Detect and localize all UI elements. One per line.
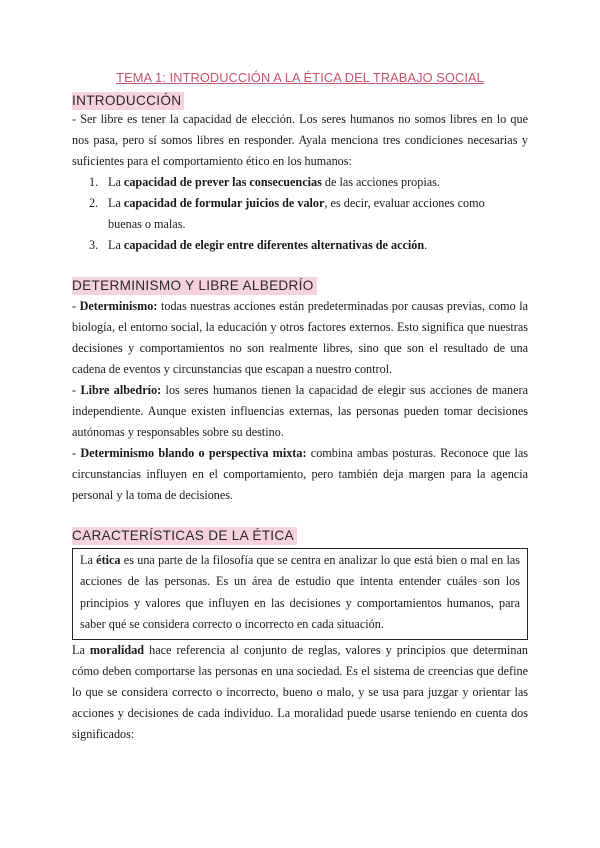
entry-text: combina ambas posturas. Reconoce que las circunstancias influyen en el comportamiento, pero también deja margen para la agencia personal y la toma de decisiones.	[72, 446, 529, 502]
term-determinismo: Determinismo:	[79, 299, 158, 313]
list-text: La	[108, 238, 124, 252]
morality-paragraph	[72, 640, 528, 745]
list-bold-text: capacidad de formular juicios de valor	[123, 196, 325, 210]
list-item	[72, 193, 528, 235]
list-text: de las acciones propias.	[321, 175, 440, 189]
list-text: La	[108, 196, 124, 210]
determinism-paragraph	[72, 296, 528, 506]
entry-dash: -	[72, 446, 81, 460]
list-bold-text: capacidad de elegir entre diferentes alternativas de acción	[123, 238, 425, 252]
entry-text: los seres humanos tienen la capacidad de elegir sus acciones de manera independiente. Aunque existen influencias externas, las personas pueden tomar decisiones autónomas y responsables sobre su destino.	[72, 383, 528, 439]
heading-determinismo: DETERMINISMO Y LIBRE ALBEDRÍO	[72, 277, 317, 295]
document-title: TEMA 1: INTRODUCCIÓN A LA ÉTICA DEL TRABAJO SOCIAL	[116, 70, 484, 85]
heading-introduccion: INTRODUCCIÓN	[72, 92, 184, 110]
term-moralidad: moralidad	[89, 643, 145, 657]
ethics-definition	[80, 550, 520, 635]
term-libre-albedrio: Libre albedrío:	[80, 383, 162, 397]
list-number: 3.	[89, 238, 99, 252]
box-text: La	[80, 553, 97, 567]
conditions-list	[72, 172, 528, 256]
list-bold-text: capacidad de prever las consecuencias	[123, 175, 322, 189]
list-item	[72, 235, 528, 256]
list-item	[72, 172, 528, 193]
heading-caracteristicas: CARACTERÍSTICAS DE LA ÉTICA	[72, 527, 297, 545]
term-etica: ética	[96, 553, 121, 567]
term-determinismo-blando: Determinismo blando o perspectiva mixta:	[80, 446, 307, 460]
list-number: 1.	[89, 175, 99, 189]
morality-text: hace referencia al conjunto de reglas, valores y principios que determinan cómo deben comportarse las personas en una sociedad. Es el sistema de creencias que define lo que se considera correcto o incorrecto, bueno o malo, y se usa para juzgar y orientar las acciones y decisiones de cada individuo. La moralidad puede usarse teniendo en cuenta dos significados:	[72, 643, 528, 741]
ethics-definition-box	[72, 548, 528, 640]
list-text: .	[424, 238, 428, 252]
entry-dash: -	[72, 383, 81, 397]
morality-text: La	[72, 643, 90, 657]
entry-dash: -	[72, 299, 80, 313]
box-text: es una parte de la filosofía que se centra en analizar lo que está bien o mal en las acciones de las personas. Es un área de estudio que intenta entender cuáles son los principios y valores que influyen en las decisiones y comportamientos humanos, para saber qué se considera correcto o incorrecto en cada situación.	[80, 553, 520, 631]
intro-paragraph: - Ser libre es tener la capacidad de elección. Los seres humanos no somos libres en lo que nos pasa, pero sí somos libres en responder. Ayala menciona tres condiciones necesarias y suficientes para el comportamiento ético en los humanos:	[72, 112, 528, 168]
list-text: , es decir, evaluar acciones como buenas o malas.	[108, 196, 485, 231]
list-text: La	[108, 175, 124, 189]
list-number: 2.	[89, 196, 99, 210]
entry-text: todas nuestras acciones están predeterminadas por causas previas, como la biología, el entorno social, la educación y otros factores externos. Esto significa que nuestras decisiones y comportamientos no son realmente libres, sino que son el resultado de una cadena de eventos y circunstancias que escapan a nuestro control.	[72, 299, 529, 376]
